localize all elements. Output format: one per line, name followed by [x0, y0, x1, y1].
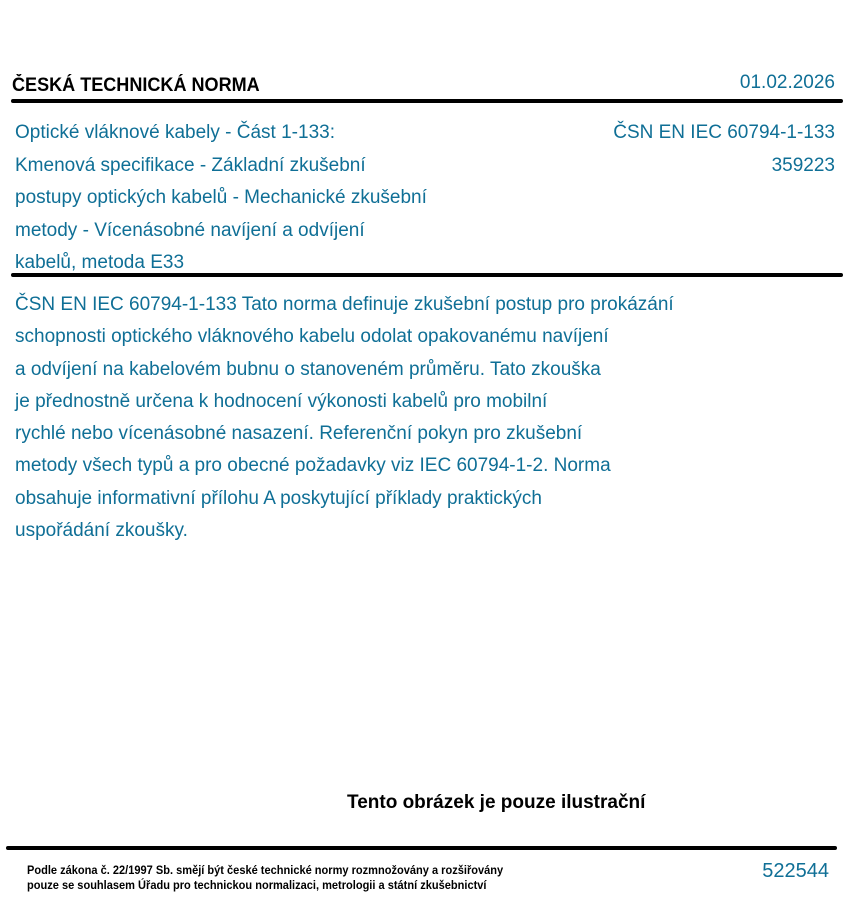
standard-code: ČSN EN IEC 60794-1-133 — [613, 122, 835, 143]
class-number: 359223 — [771, 154, 835, 176]
abstract-line: metody všech typů a pro obecné požadavky viz IEC 60794-1-2. Norma — [15, 455, 611, 477]
legal-notice — [27, 863, 503, 893]
header-divider — [11, 99, 843, 103]
abstract-line: rychlé nebo vícenásobné nasazení. Referenční pokyn pro zkušební — [15, 423, 583, 445]
footer-divider — [6, 846, 837, 850]
abstract-line: je přednostně určena k hodnocení výkonosti kabelů pro mobilní — [15, 390, 548, 412]
abstract — [15, 289, 674, 547]
title-line: postupy optických kabelů - Mechanické zkušební — [15, 187, 427, 208]
title-divider — [11, 273, 843, 277]
legal-line: pouze se souhlasem Úřadu pro technickou normalizaci, metrologii a státní zkušebnictví — [27, 878, 487, 892]
standard-title — [15, 117, 427, 280]
issue-date: 01.02.2026 — [739, 72, 835, 93]
abstract-line: ČSN EN IEC 60794-1-133 Tato norma definuje zkušební postup pro prokázání — [15, 294, 674, 315]
title-line: metody - Vícenásobné navíjení a odvíjení — [15, 219, 365, 241]
abstract-line: schopnosti optického vláknového kabelu odolat opakovanému navíjení — [15, 326, 609, 348]
abstract-line: obsahuje informativní přílohu A poskytující příklady praktických — [15, 487, 542, 509]
standard-codes — [613, 117, 835, 182]
title-line: Kmenová specifikace - Základní zkušební — [15, 154, 366, 176]
title-line: kabelů, metoda E33 — [15, 252, 185, 273]
document-number: 522544 — [762, 860, 829, 882]
title-line: Optické vláknové kabely - Část 1-133: — [15, 122, 335, 143]
norm-label: ČESKÁ TECHNICKÁ NORMA — [12, 75, 260, 96]
abstract-line: a odvíjení na kabelovém bubnu o stanoveném průměru. Tato zkouška — [15, 358, 601, 380]
illustration-note: Tento obrázek je pouze ilustrační — [347, 792, 646, 813]
abstract-line: uspořádání zkoušky. — [15, 520, 188, 542]
legal-line: Podle zákona č. 22/1997 Sb. smějí být české technické normy rozmnožovány a rozšiřovány — [27, 863, 504, 877]
